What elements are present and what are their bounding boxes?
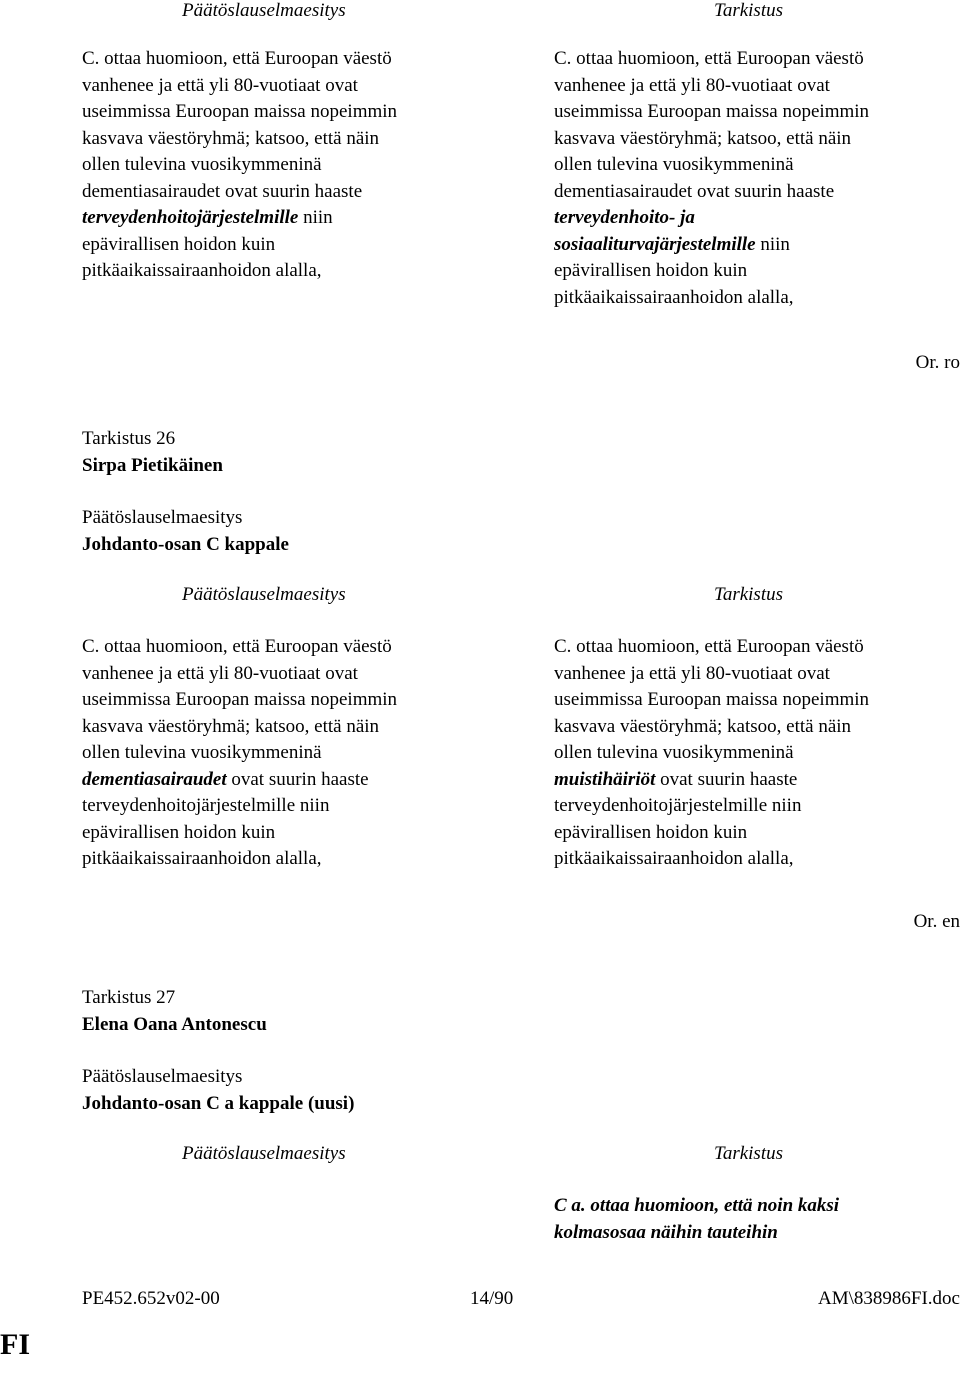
text-fragment: ovat suurin haaste xyxy=(655,768,798,790)
text-line: epävirallisen hoidon kuin xyxy=(554,260,748,281)
target-document: Päätöslauselmaesitys xyxy=(82,507,243,528)
text-line xyxy=(82,205,397,232)
text-line: vanhenee ja että yli 80-vuotiaat ovat xyxy=(554,74,830,96)
text-line: useimmissa Euroopan maissa nopeimmin xyxy=(554,689,870,710)
text-line: vanhenee ja että yli 80-vuotiaat ovat xyxy=(82,662,358,684)
text-line: useimmissa Euroopan maissa nopeimmin xyxy=(82,101,398,122)
amendment-title: Tarkistus 26 xyxy=(82,428,176,449)
text-line: kasvava väestöryhmä; katsoo, että näin xyxy=(82,715,380,737)
text-line: epävirallisen hoidon kuin xyxy=(82,233,276,255)
amended-text-ca xyxy=(554,1193,839,1246)
text-line: C. ottaa huomioon, että Euroopan väestö xyxy=(82,636,392,657)
original-text-c xyxy=(82,634,397,873)
text-line: terveydenhoitojärjestelmille niin xyxy=(554,795,802,816)
text-fragment: ovat suurin haaste xyxy=(226,768,369,790)
text-fragment: niin xyxy=(755,233,790,255)
language-code: FI xyxy=(0,1328,30,1361)
emphasized-text: dementiasairaudet xyxy=(82,768,227,790)
text-line: kasvava väestöryhmä; katsoo, että näin xyxy=(82,127,380,149)
text-line: epävirallisen hoidon kuin xyxy=(82,821,276,843)
text-line xyxy=(554,232,869,259)
text-line: pitkäaikaissairaanhoidon alalla, xyxy=(82,260,322,281)
text-line: terveydenhoitojärjestelmille niin xyxy=(82,795,330,816)
column-header-right: Tarkistus xyxy=(714,1143,783,1164)
amendment-target xyxy=(82,505,289,558)
text-line: pitkäaikaissairaanhoidon alalla, xyxy=(82,848,322,869)
column-header-left: Päätöslauselmaesitys xyxy=(182,1143,346,1164)
original-language-label: Or. en xyxy=(913,911,960,932)
emphasized-text: terveydenhoito- ja xyxy=(554,207,695,228)
amendment-header xyxy=(82,985,267,1038)
emphasized-text: sosiaaliturvajärjestelmille xyxy=(554,233,756,255)
text-line: dementiasairaudet ovat suurin haaste xyxy=(82,180,363,202)
text-line: pitkäaikaissairaanhoidon alalla, xyxy=(554,848,794,869)
footer-document-number: PE452.652v02-00 xyxy=(82,1288,220,1309)
text-line: ollen tulevina vuosikymmeninä xyxy=(554,742,794,763)
text-line: vanhenee ja että yli 80-vuotiaat ovat xyxy=(554,662,830,684)
text-fragment: niin xyxy=(298,207,333,228)
text-line: useimmissa Euroopan maissa nopeimmin xyxy=(554,101,870,122)
target-document: Päätöslauselmaesitys xyxy=(82,1066,243,1087)
target-section: Johdanto-osan C a kappale (uusi) xyxy=(82,1092,355,1114)
emphasized-text: kolmasosaa näihin tauteihin xyxy=(554,1221,778,1243)
footer-page-number: 14/90 xyxy=(470,1288,514,1309)
amendment-author: Sirpa Pietikäinen xyxy=(82,454,223,476)
amendment-header xyxy=(82,426,223,479)
amendment-target xyxy=(82,1064,354,1117)
footer-file-name: AM\838986FI.doc xyxy=(818,1288,960,1309)
column-header-right: Tarkistus xyxy=(714,584,783,605)
emphasized-text: muistihäiriöt xyxy=(554,768,656,790)
column-header-left: Päätöslauselmaesitys xyxy=(182,0,346,21)
original-text-c xyxy=(82,46,397,285)
text-line xyxy=(82,767,397,794)
amended-text-c xyxy=(554,46,869,311)
amended-text-c xyxy=(554,634,869,873)
amendment-author: Elena Oana Antonescu xyxy=(82,1013,267,1035)
column-header-left: Päätöslauselmaesitys xyxy=(182,584,346,605)
column-header-right: Tarkistus xyxy=(714,0,783,21)
text-line: vanhenee ja että yli 80-vuotiaat ovat xyxy=(82,74,358,96)
text-line: dementiasairaudet ovat suurin haaste xyxy=(554,180,835,202)
text-line: kasvava väestöryhmä; katsoo, että näin xyxy=(554,715,852,737)
text-line: useimmissa Euroopan maissa nopeimmin xyxy=(82,689,398,710)
emphasized-text: terveydenhoitojärjestelmille xyxy=(82,207,299,228)
text-line: ollen tulevina vuosikymmeninä xyxy=(82,154,322,175)
text-line: epävirallisen hoidon kuin xyxy=(554,821,748,843)
original-language-label: Or. ro xyxy=(915,352,960,373)
text-line: kasvava väestöryhmä; katsoo, että näin xyxy=(554,127,852,149)
text-line: C. ottaa huomioon, että Euroopan väestö xyxy=(554,48,864,69)
text-line xyxy=(554,767,869,794)
text-line: C. ottaa huomioon, että Euroopan väestö xyxy=(554,636,864,657)
text-line: ollen tulevina vuosikymmeninä xyxy=(82,742,322,763)
target-section: Johdanto-osan C kappale xyxy=(82,533,289,555)
amendment-title: Tarkistus 27 xyxy=(82,987,176,1008)
emphasized-text: C a. ottaa huomioon, että noin kaksi xyxy=(554,1195,840,1216)
text-line: C. ottaa huomioon, että Euroopan väestö xyxy=(82,48,392,69)
text-line: pitkäaikaissairaanhoidon alalla, xyxy=(554,286,794,308)
text-line: ollen tulevina vuosikymmeninä xyxy=(554,154,794,175)
